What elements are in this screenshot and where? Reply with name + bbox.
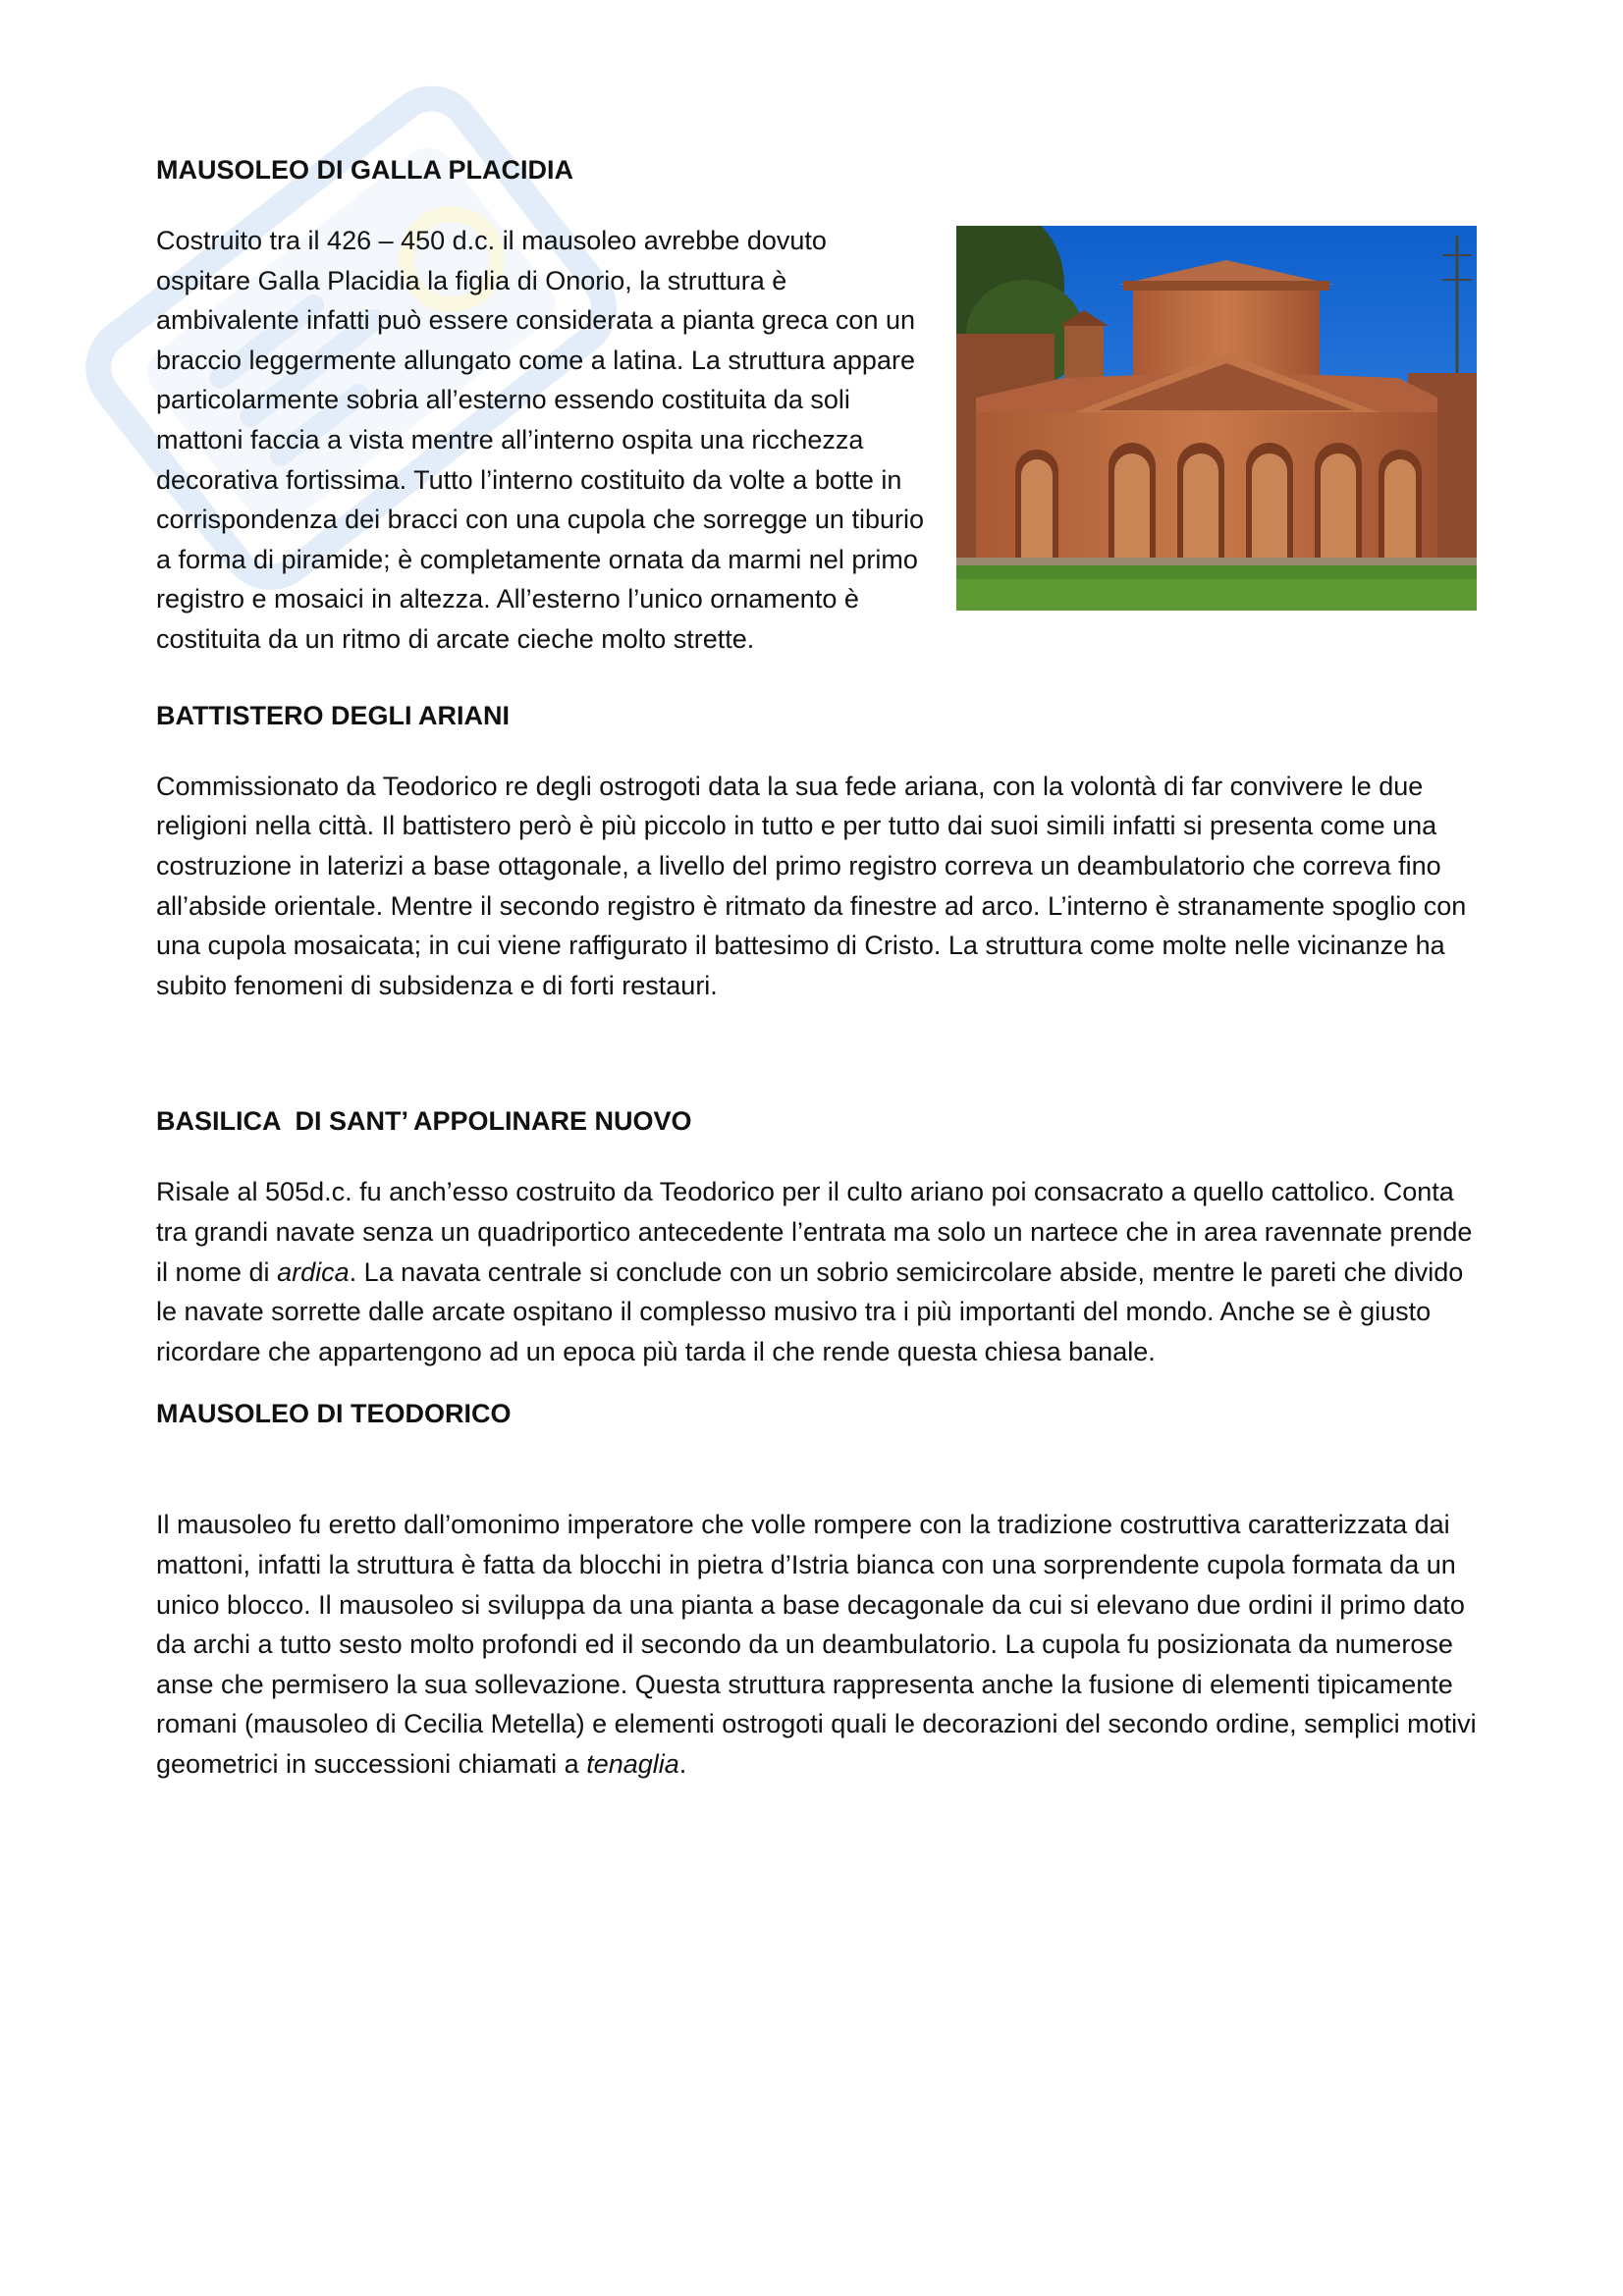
section-title-mausoleo-teodorico: MAUSOLEO DI TEODORICO	[156, 1399, 512, 1429]
section-text	[156, 1505, 1477, 1784]
text-run: . La navata centrale si conclude con un sobrio semicircolare abside, mentre le pareti che divido le navate sorrette dalle arcate ospitano il complesso musivo tra i più importanti del mondo. Anche se è giusto ricordare che appartengono ad un epoca più tarda il che rende questa chiesa banale.	[156, 1256, 1464, 1366]
section-title-galla-placidia: MAUSOLEO DI GALLA PLACIDIA	[156, 155, 573, 185]
text-run: Il mausoleo fu eretto dall’omonimo imperatore che volle rompere con la tradizione costruttiva caratterizzata dai mattoni, infatti la struttura è fatta da blocchi in pietra d’Istria bianca con una sorprendente cupola formata da un unico blocco. Il mausoleo si sviluppa da una pianta a base decagonale da cui si elevano due ordini il primo dato da archi a tutto sesto molto profondi ed il secondo da un deambulatorio. La cupola fu posizionata da numerose anse che permisero la sua sollevazione. Questa struttura rappresenta anche la fusione di elementi tipicamente romani (mausoleo di Cecilia Metella) e elementi ostrogoti quali le decorazioni del secondo ordine, semplici motivi geometrici in successioni chiamati a	[156, 1510, 1477, 1779]
section-title-battistero-ariani: BATTISTERO DEGLI ARIANI	[156, 700, 510, 730]
text-run: .	[678, 1749, 687, 1779]
section-body-galla-placidia	[156, 221, 1477, 660]
italic-term: ardica	[277, 1256, 350, 1287]
section-text: Commissionato da Teodorico re degli ostrogoti data la sua fede ariana, con la volontà di far convivere le due religioni nella città. Il battistero però è più piccolo in tutto e per tutto dai suoi simili infatti si presenta come una costruzione in laterizi a base ottagonale, a livello del primo registro correva un deambulatorio che correva fino all’abside orientale. Mentre il secondo registro è ritmato da finestre ad arco. L’interno è stranamente spoglio con una cupola mosaicata; in cui viene raffigurato il battesimo di Cristo. La struttura come molte nelle vicinanze ha subito fenomeni di subsidenza e di forti restauri.	[156, 771, 1467, 1000]
italic-term: tenaglia	[586, 1749, 679, 1779]
section-title-sant-appolinare: BASILICA DI SANT’ APPOLINARE NUOVO	[156, 1106, 692, 1137]
text-run: Risale al 505d.c. fu anch’esso costruito da Teodorico per il culto ariano poi consacrato a quello cattolico. Conta tra grandi navate senza un quadriportico antecedente l’entrata ma solo un nartece che in area ravennate prende il nome di	[156, 1177, 1473, 1287]
mausoleum-photo	[956, 226, 1477, 611]
document-page	[156, 147, 1477, 1785]
section-text	[156, 1172, 1477, 1371]
section-text: Costruito tra il 426 – 450 d.c. il mausoleo avrebbe dovuto ospitare Galla Placidia la figlia di Onorio, la struttura è ambivalente infatti può essere considerata a pianta greca con un braccio leggermente allungato come a latina. La struttura appare particolarmente sobria all’esterno essendo costituita da soli mattoni faccia a vista mentre all’interno ospita una ricchezza decorativa fortissima. Tutto l’interno costituito da volte a botte in corrispondenza dei bracci con una cupola che sorregge un tiburio a forma di piramide; è completamente ornata da marmi nel primo registro e mosaici in altezza. All’esterno l’unico ornamento è costituita da un ritmo di arcate cieche molto strette.	[156, 226, 924, 655]
